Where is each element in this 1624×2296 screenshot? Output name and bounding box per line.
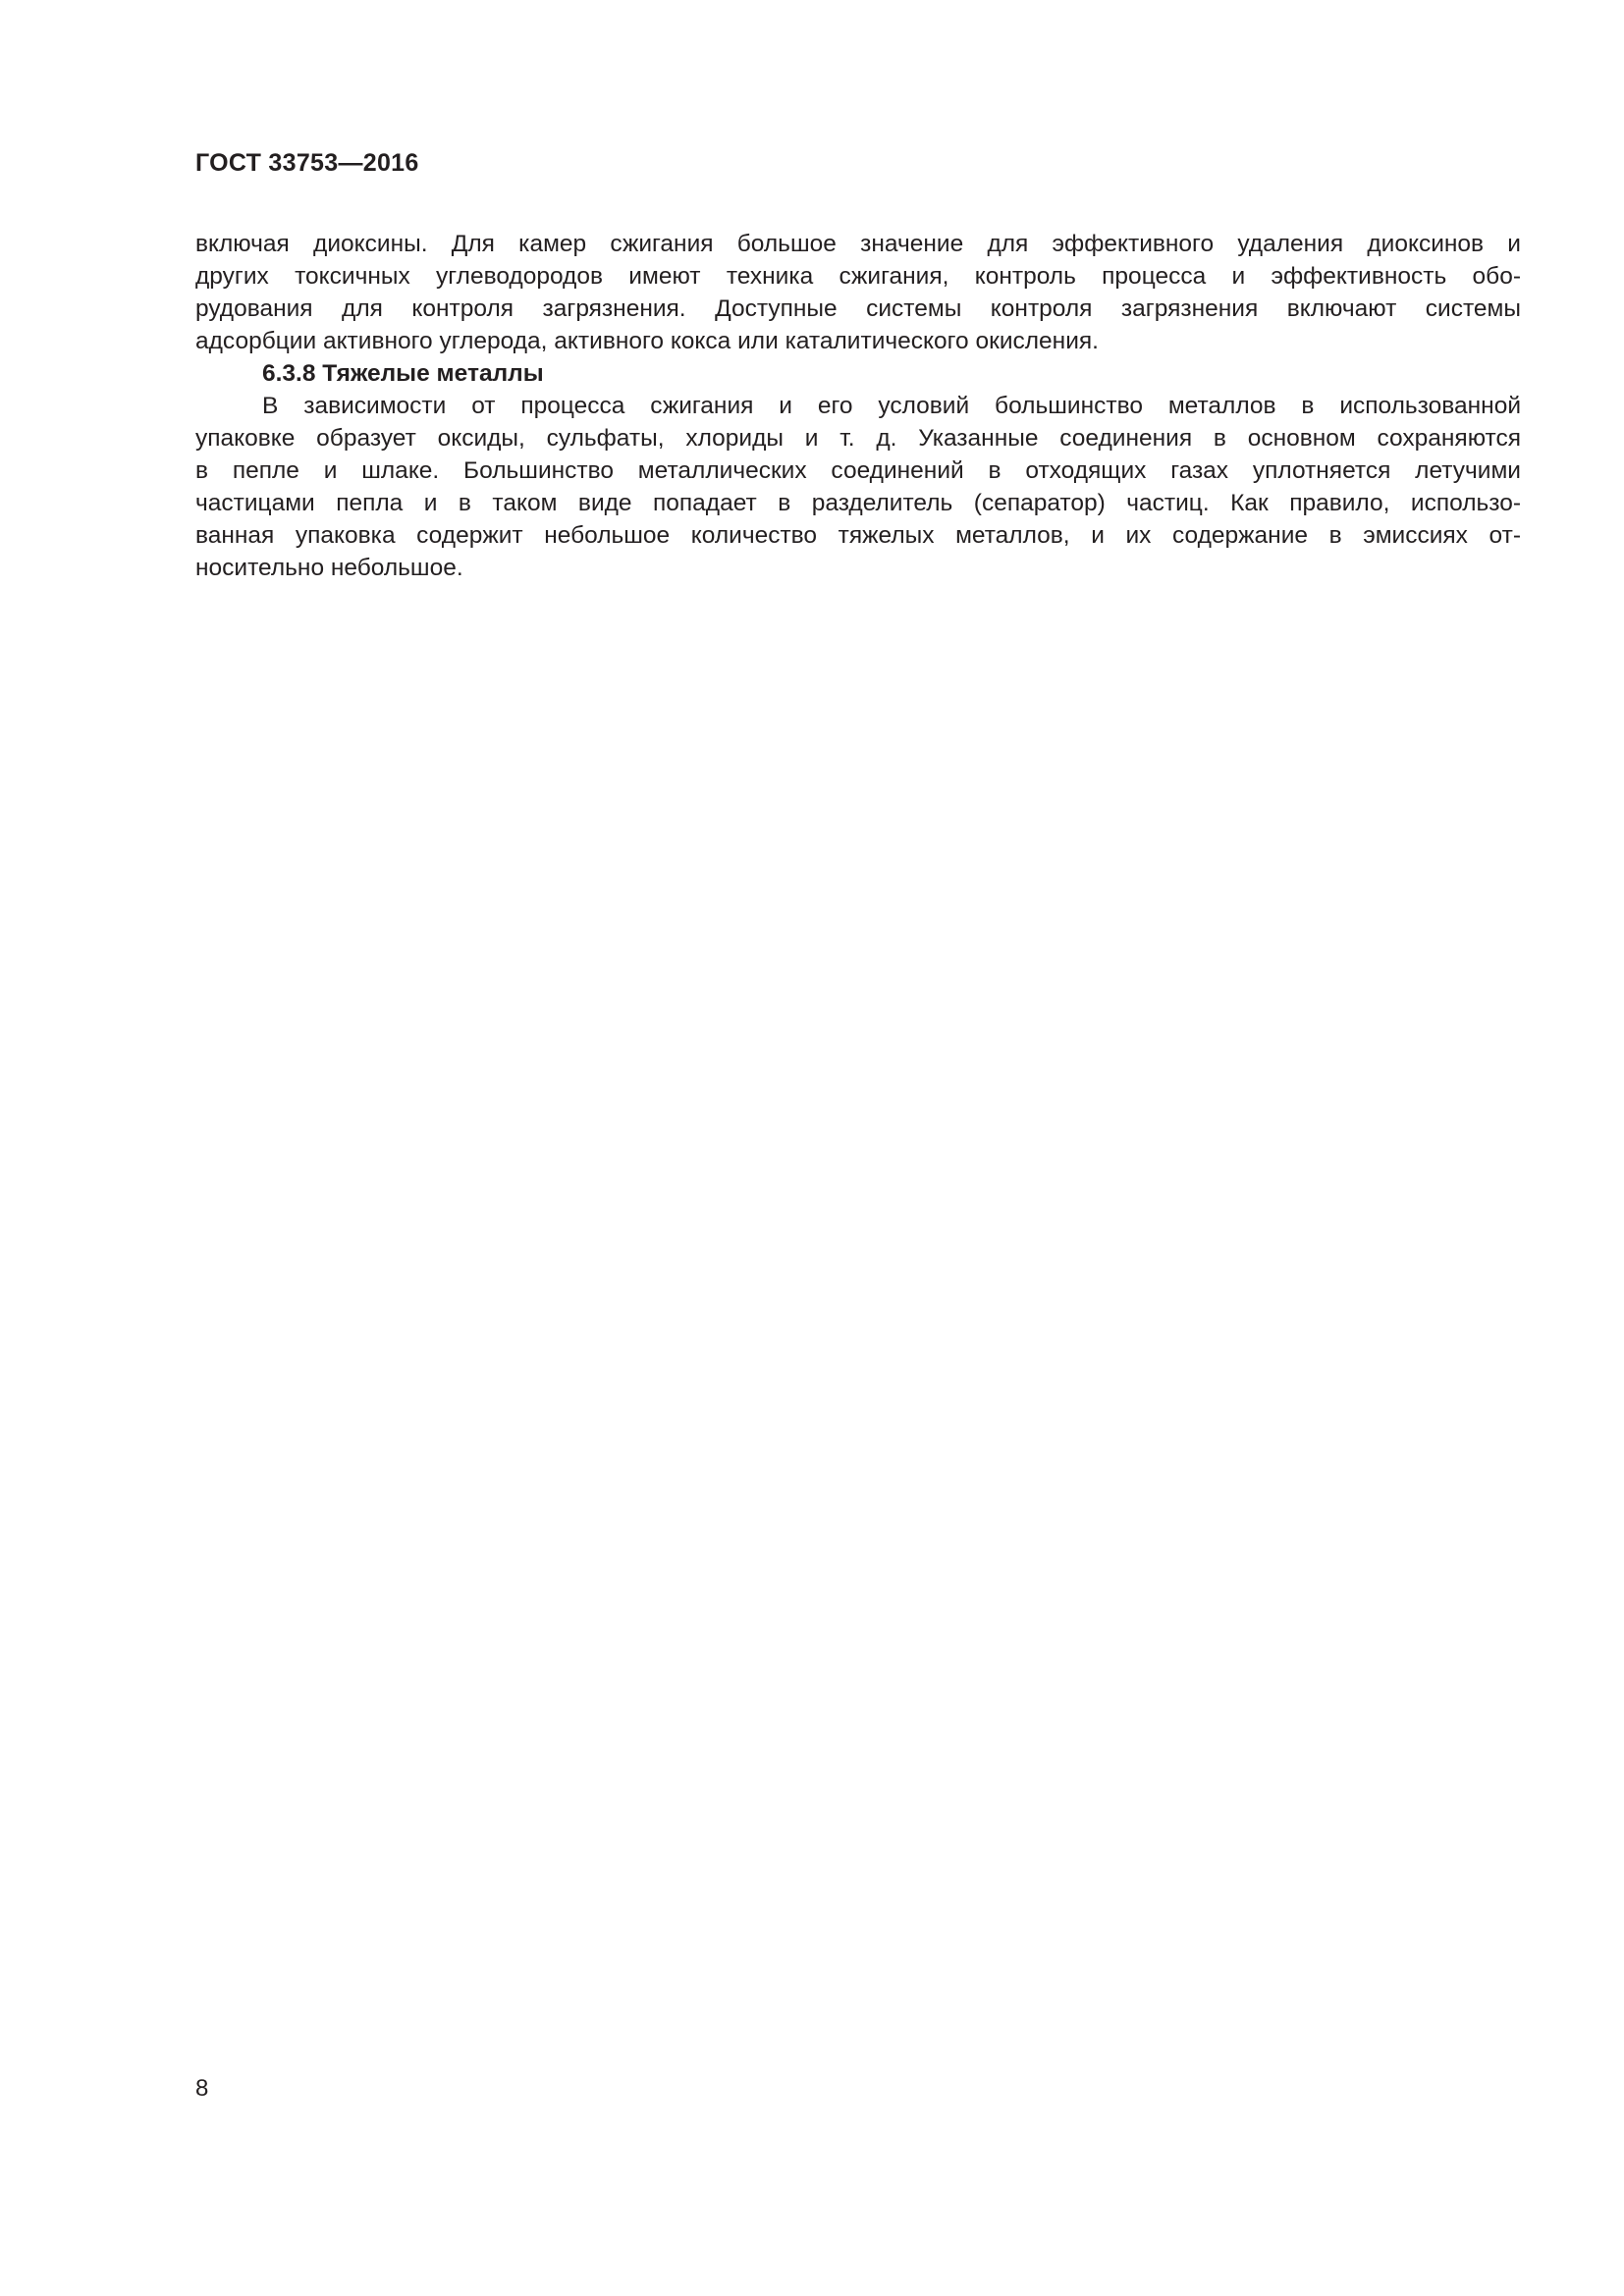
text-line: частицами пепла и в таком виде попадает в разделитель (сепаратор) частиц. Как правило, использо- (195, 490, 1521, 516)
text-line: рудования для контроля загрязнения. Доступные системы контроля загрязнения включают системы (195, 295, 1521, 322)
text-line: других токсичных углеводородов имеют техника сжигания, контроль процесса и эффективность обо- (195, 263, 1521, 290)
text-line: упаковке образует оксиды, сульфаты, хлориды и т. д. Указанные соединения в основном сохраняются (195, 425, 1521, 452)
text-line: ванная упаковка содержит небольшое количество тяжелых металлов, и их содержание в эмиссиях от- (195, 522, 1521, 549)
text-line: В зависимости от процесса сжигания и его условий большинство металлов в использованной (262, 393, 1521, 419)
text-line: адсорбции активного углерода, активного кокса или каталитического окисления. (195, 328, 1099, 354)
paragraph-heavy-metals (195, 390, 1521, 584)
page-number: 8 (195, 2075, 209, 2102)
document-header: ГОСТ 33753—2016 (195, 149, 419, 177)
document-body (195, 228, 1521, 584)
text-line: в пепле и шлаке. Большинство металлических соединений в отходящих газах уплотняется летучими (195, 457, 1521, 484)
paragraph-dioxins (195, 228, 1521, 357)
text-line: носительно небольшое. (195, 555, 463, 581)
section-heading: 6.3.8 Тяжелые металлы (262, 360, 544, 387)
text-line: включая диоксины. Для камер сжигания большое значение для эффективного удаления диоксинов и (195, 231, 1521, 257)
